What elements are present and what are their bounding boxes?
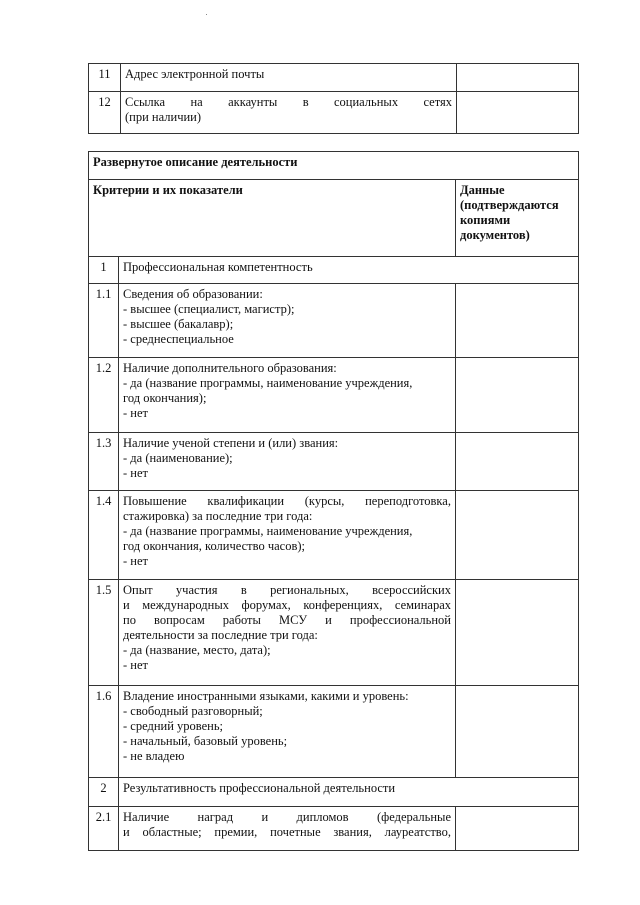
- section-label: Результативность профессиональной деятельности: [119, 778, 579, 807]
- table-row: [89, 64, 579, 92]
- social-links-label: Ссылка на аккаунты в социальных сетях (при наличии): [121, 92, 457, 134]
- criterion-text: Сведения об образовании: - высшее (специалист, магистр); - высшее (бакалавр); - среднеспециальное: [119, 284, 456, 358]
- data-cell[interactable]: [456, 580, 579, 686]
- row-number: 1.2: [89, 358, 119, 433]
- email-value-cell[interactable]: [457, 64, 579, 92]
- table-row: [89, 491, 579, 580]
- section-title: Развернутое описание деятельности: [89, 152, 579, 180]
- scan-speck: [206, 14, 207, 15]
- table-row: [89, 686, 579, 778]
- data-cell[interactable]: [456, 284, 579, 358]
- row-number: 1.3: [89, 433, 119, 491]
- row-number: 1.5: [89, 580, 119, 686]
- data-cell[interactable]: [456, 686, 579, 778]
- table-row: [89, 433, 579, 491]
- section-row: [89, 257, 579, 284]
- table-row: [89, 358, 579, 433]
- row-number: 1: [89, 257, 119, 284]
- activity-description-table: [88, 151, 579, 851]
- data-cell[interactable]: [456, 491, 579, 580]
- row-number: 2.1: [89, 807, 119, 851]
- criterion-text: Повышение квалификации (курсы, переподготовка, стажировка) за последние три года: - да (название программы, наименование учреждения, год окончания, количество часов); - нет: [119, 491, 456, 580]
- table-row: [89, 580, 579, 686]
- social-links-value-cell[interactable]: [457, 92, 579, 134]
- table-row: [89, 284, 579, 358]
- criterion-text: Наличие ученой степени и (или) звания: - да (наименование); - нет: [119, 433, 456, 491]
- section-label: Профессиональная компетентность: [119, 257, 579, 284]
- row-number: 2: [89, 778, 119, 807]
- criterion-text: Наличие дополнительного образования: - да (название программы, наименование учреждения, год окончания); - нет: [119, 358, 456, 433]
- table-row: [89, 92, 579, 134]
- row-number: 11: [89, 64, 121, 92]
- row-number: 12: [89, 92, 121, 134]
- row-number: 1.1: [89, 284, 119, 358]
- data-cell[interactable]: [456, 807, 579, 851]
- table-row: [89, 807, 579, 851]
- contacts-table: [88, 63, 579, 134]
- criterion-text: Опыт участия в региональных, всероссийских и международных форумах, конференциях, семинарах по вопросам работы МСУ и профессиональной деятельности за последние три года: - да (название, место, дата); - нет: [119, 580, 456, 686]
- row-number: 1.4: [89, 491, 119, 580]
- data-cell[interactable]: [456, 358, 579, 433]
- email-label: Адрес электронной почты: [121, 64, 457, 92]
- section-row: [89, 778, 579, 807]
- row-number: 1.6: [89, 686, 119, 778]
- criteria-header: Критерии и их показатели: [89, 180, 456, 257]
- criterion-text: Владение иностранными языками, какими и уровень: - свободный разговорный; - средний уровень; - начальный, базовый уровень; - не владею: [119, 686, 456, 778]
- data-cell[interactable]: [456, 433, 579, 491]
- criterion-text: Наличие наград и дипломов (федеральные и областные; премии, почетные звания, лауреатство,: [119, 807, 456, 851]
- data-header: Данные (подтверждаются копиями документов): [456, 180, 579, 257]
